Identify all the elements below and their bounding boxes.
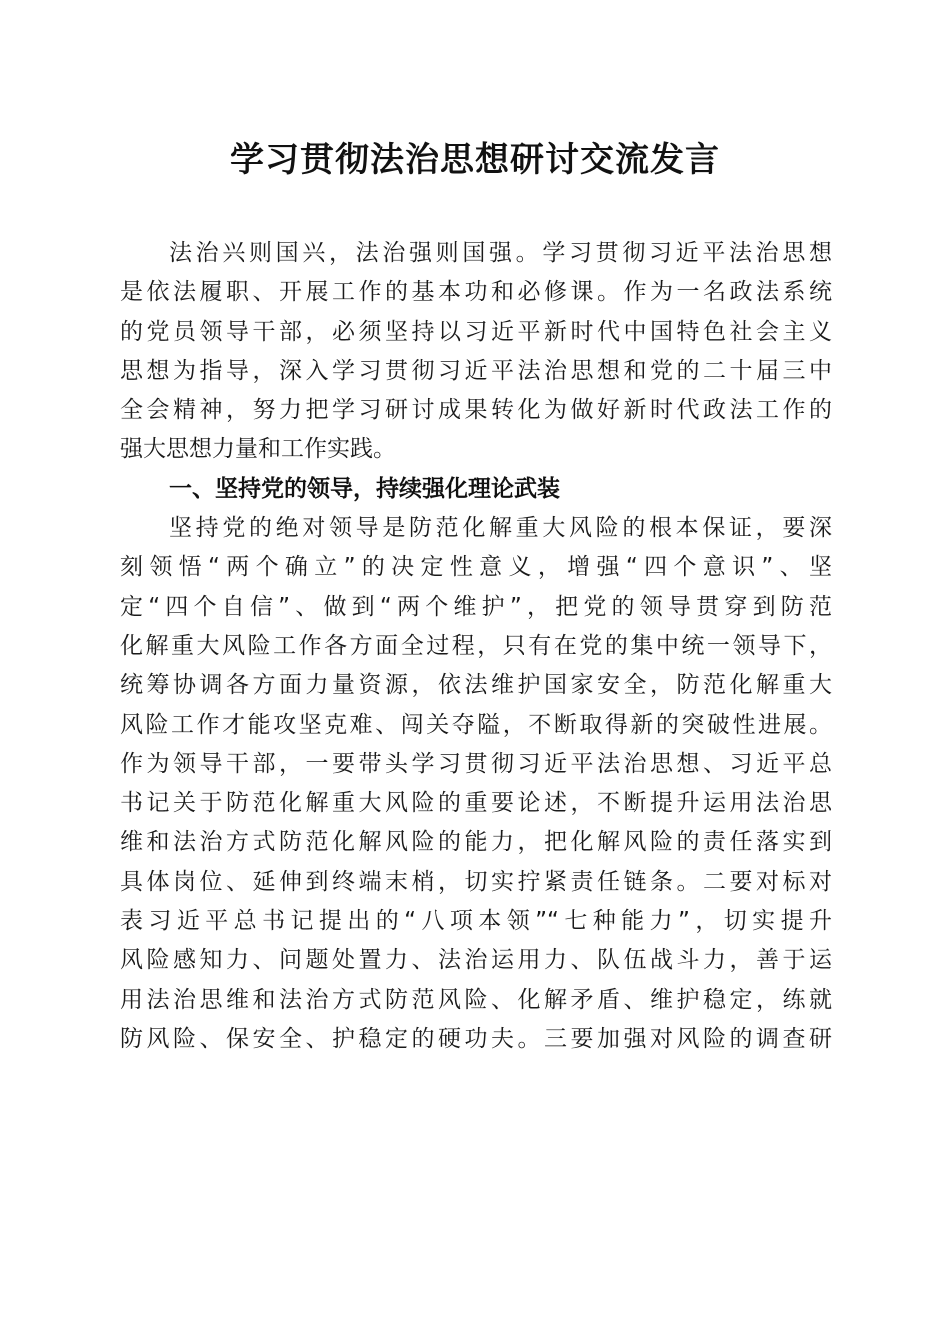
paragraph-line: 用法治思维和法治方式防范风险、化解矛盾、维护稳定，练就 — [120, 986, 832, 1013]
paragraph-line: 化解重大风险工作各方面全过程，只有在党的集中统一领导下， — [120, 632, 832, 659]
paragraph-line: 表习近平总书记提出的“八项本领”“七种能力”，切实提升 — [120, 908, 832, 935]
paragraph-line: 的党员领导干部，必须坚持以习近平新时代中国特色社会主义 — [120, 318, 832, 345]
paragraph-line: 是依法履职、开展工作的基本功和必修课。作为一名政法系统 — [120, 279, 832, 306]
paragraph-line: 法治兴则国兴，法治强则国强。学习贯彻习近平法治思想 — [169, 240, 832, 266]
document-body — [120, 234, 832, 1059]
paragraph-line: 书记关于防范化解重大风险的重要论述，不断提升运用法治思 — [120, 790, 832, 817]
paragraph-line: 维和法治方式防范化解风险的能力，把化解风险的责任落实到 — [120, 829, 832, 856]
paragraph-line: 全会精神，努力把学习研讨成果转化为做好新时代政法工作的 — [120, 397, 832, 424]
section-heading: 一、坚持党的领导，持续强化理论武装 — [169, 475, 560, 502]
paragraph-line: 统筹协调各方面力量资源，依法维护国家安全，防范化解重大 — [120, 672, 832, 699]
paragraph-line: 强大思想力量和工作实践。 — [120, 436, 396, 463]
paragraph-line: 坚持党的绝对领导是防范化解重大风险的根本保证，要深 — [169, 515, 832, 542]
document-title: 学习贯彻法治思想研讨交流发言 — [230, 140, 720, 180]
paragraph-line: 作为领导干部，一要带头学习贯彻习近平法治思想、习近平总 — [120, 750, 832, 777]
paragraph-line: 思想为指导，深入学习贯彻习近平法治思想和党的二十届三中 — [120, 357, 832, 384]
paragraph-line: 风险感知力、问题处置力、法治运用力、队伍战斗力，善于运 — [120, 947, 832, 974]
paragraph-line: 刻领悟“两个确立”的决定性意义，增强“四个意识”、坚 — [120, 554, 832, 581]
paragraph-line: 定“四个自信”、做到“两个维护”，把党的领导贯穿到防范 — [120, 593, 832, 620]
paragraph-line: 具体岗位、延伸到终端末梢，切实拧紧责任链条。二要对标对 — [120, 868, 832, 895]
paragraph-line: 风险工作才能攻坚克难、闯关夺隘，不断取得新的突破性进展。 — [120, 711, 832, 738]
paragraph-line: 防风险、保安全、护稳定的硬功夫。三要加强对风险的调查研 — [120, 1025, 832, 1052]
